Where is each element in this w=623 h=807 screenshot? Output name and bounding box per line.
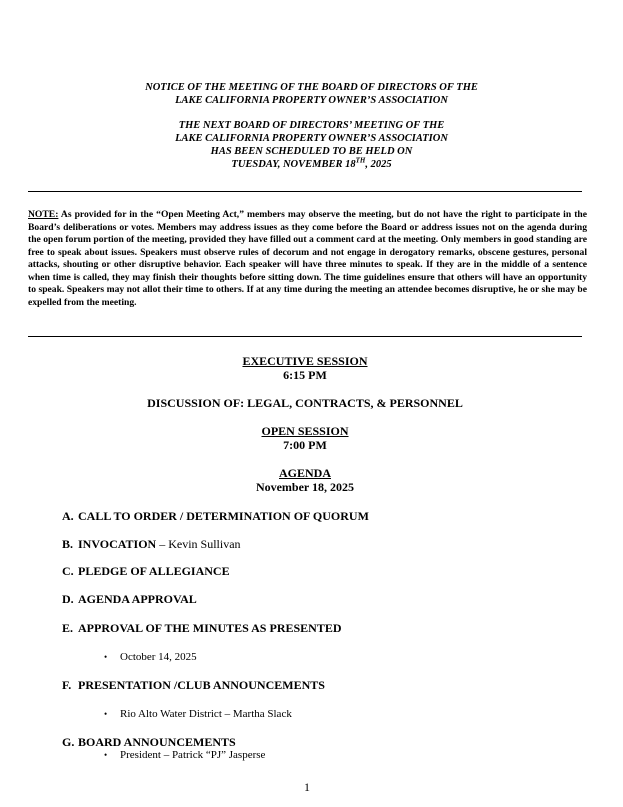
agenda-title: AGENDA — [278, 466, 331, 480]
executive-session-title: EXECUTIVE SESSION — [242, 354, 368, 368]
note-text: As provided for in the “Open Meeting Act,” members may observe the meeting, but do not have the right to participate in the Board’s deliberations or votes. Members may address issues as they come before the Board or address issues not on the agenda during the open forum portion of the meeting, provided they have filled out a comment card at the meeting. Only members in good standing are free to speak about issues. Speakers must observe rules of decorum and not engage in derogatory remarks, obscene gestures, personal attacks, shouting or other disruptive behavior. Each speaker will have three minutes to speak. If they are in the middle of a sentence when time is called, they may finish their thoughts before sitting down. The time guidelines ensure that others will have an opportunity to speak. Speakers may not allot their time to others. If at any time during the meeting an attendee becomes disruptive, he or she may be expelled from the meeting. — [28, 209, 587, 308]
page-number: 1 — [304, 780, 310, 794]
agenda-item-c: C. PLEDGE OF ALLEGIANCE — [62, 564, 230, 578]
notice-heading-line-2: LAKE CALIFORNIA PROPERTY OWNER’S ASSOCIATION — [175, 95, 448, 106]
schedule-heading-line-1: THE NEXT BOARD OF DIRECTORS’ MEETING OF THE — [178, 120, 445, 131]
meeting-date-main: TUESDAY, NOVEMBER 18 — [231, 159, 356, 170]
open-session-title: OPEN SESSION — [261, 424, 349, 438]
divider-bottom — [28, 336, 582, 337]
bullet-rio-alto: • Rio Alto Water District – Martha Slack — [104, 708, 292, 720]
agenda-item-b: B. INVOCATION – Kevin Sullivan — [62, 537, 241, 551]
bullet-icon: • — [104, 750, 108, 760]
agenda-item-d: D. AGENDA APPROVAL — [62, 592, 197, 606]
meeting-date-year: , 2025 — [365, 159, 392, 170]
meeting-date-suffix: TH — [355, 156, 366, 165]
meeting-date-heading — [0, 158, 623, 171]
agenda-item-a: A. CALL TO ORDER / DETERMINATION OF QUORUM — [62, 509, 369, 523]
note-label: NOTE: — [28, 209, 59, 220]
agenda-date: November 18, 2025 — [255, 480, 355, 494]
open-meeting-note — [28, 209, 587, 309]
agenda-item-g: G. BOARD ANNOUNCEMENTS — [62, 735, 236, 749]
executive-session-time: 6:15 PM — [283, 368, 327, 382]
agenda-item-e: E. APPROVAL OF THE MINUTES AS PRESENTED — [62, 621, 342, 635]
open-session-time: 7:00 PM — [283, 438, 327, 452]
bullet-president: • President – Patrick “PJ” Jasperse — [104, 749, 266, 761]
divider-top — [28, 191, 582, 192]
bullet-minutes-date: • October 14, 2025 — [104, 651, 197, 663]
bullet-icon: • — [104, 709, 108, 719]
schedule-heading-line-3: HAS BEEN SCHEDULED TO BE HELD ON — [210, 146, 413, 157]
discussion-heading: DISCUSSION OF: LEGAL, CONTRACTS, & PERSONNEL — [147, 396, 463, 410]
schedule-heading-line-2: LAKE CALIFORNIA PROPERTY OWNER’S ASSOCIATION — [175, 133, 448, 144]
notice-heading-line-1: NOTICE OF THE MEETING OF THE BOARD OF DIRECTORS OF THE — [145, 82, 478, 93]
agenda-item-f: F. PRESENTATION /CLUB ANNOUNCEMENTS — [62, 678, 325, 692]
bullet-icon: • — [104, 652, 108, 662]
